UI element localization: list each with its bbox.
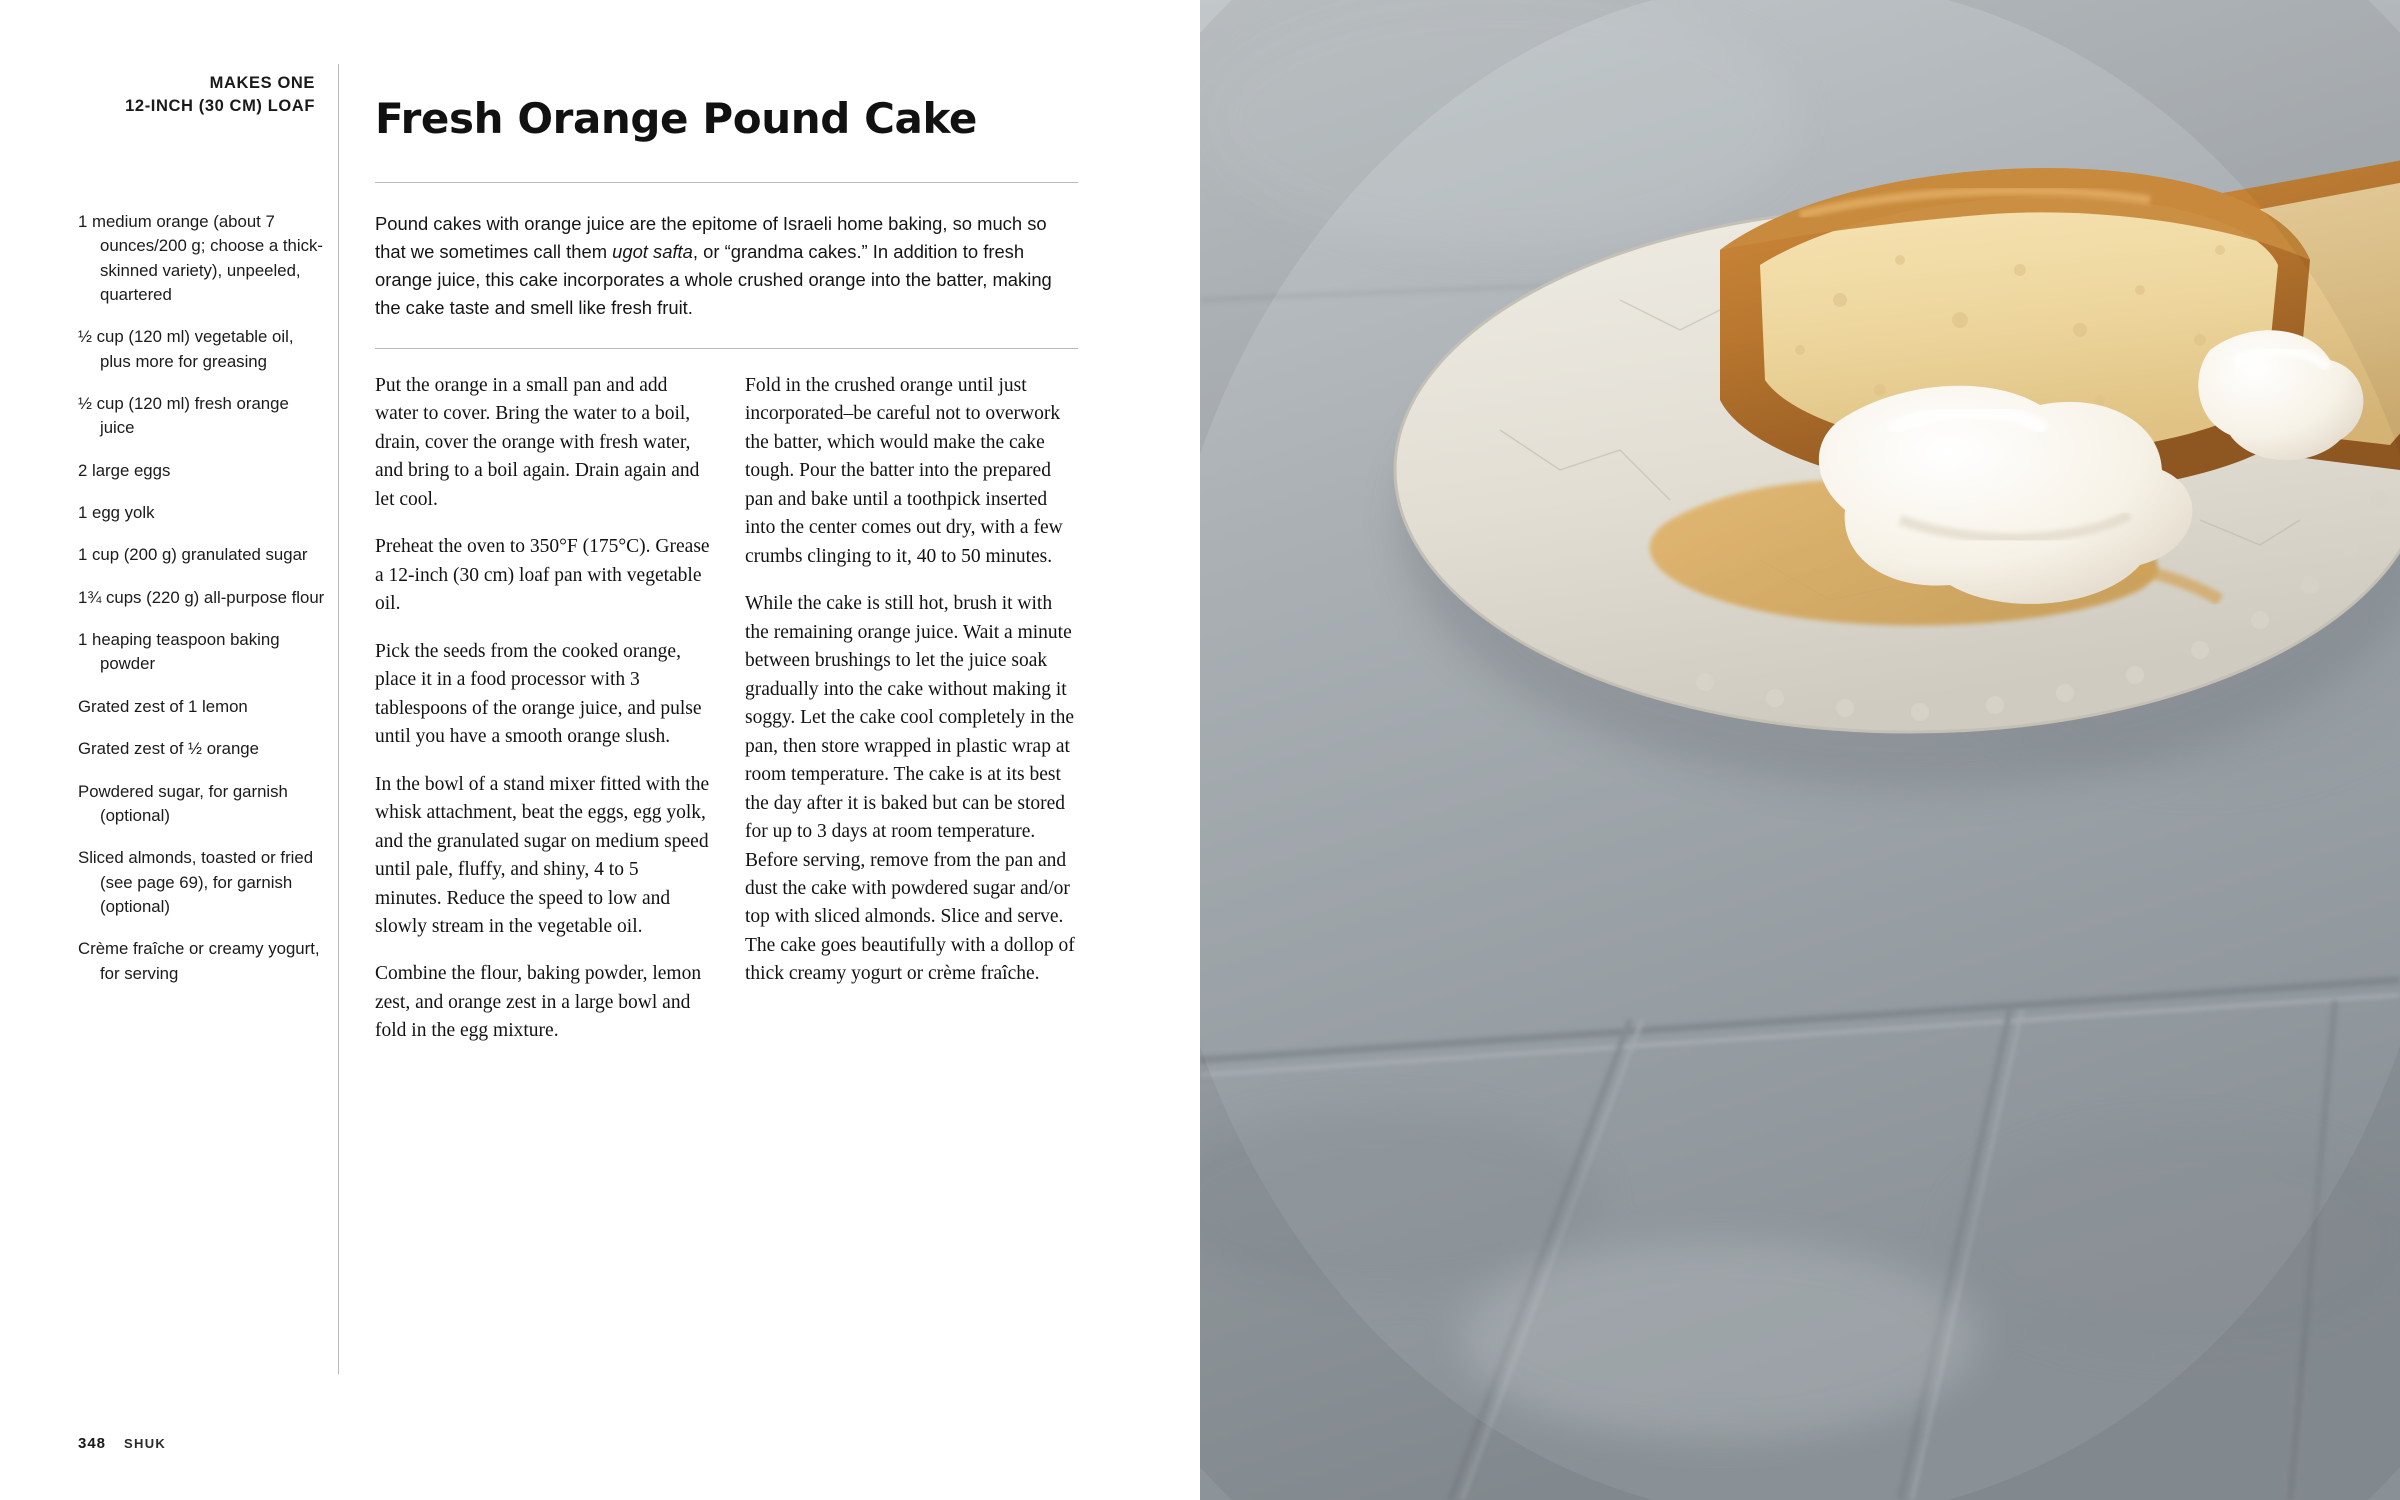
page-title: Fresh Orange Pound Cake — [375, 94, 977, 144]
ingredient-item: 1 cup (200 g) granulated sugar — [78, 545, 308, 565]
method-section — [375, 372, 1080, 1065]
ingredient-item: 1 medium orange (about 7 ounces/200 g; choose a thick-skinned variety), unpeeled, quartered — [78, 212, 323, 305]
ingredients-list — [78, 210, 326, 1004]
ingredient-item: Grated zest of ½ orange — [78, 739, 259, 759]
ingredient-item: Powdered sugar, for garnish (optional) — [78, 781, 288, 825]
ingredient-item: ½ cup (120 ml) fresh orange juice — [78, 394, 289, 438]
vertical-divider — [338, 64, 339, 1374]
ingredient-item: ½ cup (120 ml) vegetable oil, plus more for greasing — [78, 327, 294, 371]
method-step: Pick the seeds from the cooked orange, place it in a food processor with 3 tablespoons of the orange juice, and pulse until you have a smooth orange slush. — [375, 640, 702, 748]
method-step: Preheat the oven to 350°F (175°C). Grease a 12-inch (30 cm) loaf pan with vegetable oil. — [375, 536, 710, 615]
folio — [78, 1435, 166, 1452]
method-column-right — [745, 372, 1080, 1065]
ingredient-item: Grated zest of 1 lemon — [78, 696, 248, 716]
headnote — [375, 210, 1075, 322]
headnote-part-2: , or “grandma cakes.” In addition to fresh orange juice, this cake incorporates a whole crushed orange into the batter, making the cake taste and smell like fresh fruit. — [375, 240, 1052, 318]
ingredient-item: 1 heaping teaspoon baking powder — [78, 630, 280, 674]
ingredients-ul — [78, 210, 326, 986]
method-column-left — [375, 372, 710, 1065]
method-step: In the bowl of a stand mixer fitted with the whisk attachment, beat the eggs, egg yolk, and the granulated sugar on medium speed until pale, fluffy, and shiny, 4 to 5 minutes. Reduce the speed to low and slowly stream in the vegetable oil. — [375, 773, 710, 937]
method-step: Put the orange in a small pan and add water to cover. Bring the water to a boil, drain, cover the orange with fresh water, and bring to a boil again. Drain again and let cool. — [375, 375, 700, 510]
photo-illustration — [1200, 0, 2400, 1500]
folio-page-number: 348 — [78, 1435, 107, 1452]
ingredient-item: Crème fraîche or creamy yogurt, for serving — [78, 939, 320, 983]
method-step: Fold in the crushed orange until just incorporated–be careful not to overwork the batter, which would make the cake tough. Pour the batter into the prepared pan and bake until a toothpick inserted into the center comes out dry, with a few crumbs clinging to it, 40 to 50 minutes. — [745, 375, 1063, 567]
method-step: While the cake is still hot, brush it with the remaining orange juice. Wait a minute between brushings to let the juice soak gradually into the cake without making it soggy. Let the cake cool completely in the pan, then store wrapped in plastic wrap at room temperature. The cake is at its best the day after it is baked but can be stored for up to 3 days at room temperature. Before serving, remove from the pan and dust the cake with powdered sugar and/or top with sliced almonds. Slice and serve. The cake goes beautifully with a dollop of thick creamy yogurt or crème fraîche. — [745, 593, 1075, 985]
headnote-italic-term: ugot safta — [612, 240, 693, 262]
folio-book-title: SHUK — [124, 1436, 167, 1451]
method-step: Combine the flour, baking powder, lemon zest, and orange zest in a large bowl and fold in the egg mixture. — [375, 963, 702, 1042]
yield-label — [75, 72, 315, 119]
divider-below-headnote — [375, 348, 1078, 349]
divider-above-headnote — [375, 182, 1078, 183]
headnote-part-1: Pound cakes with orange juice are the epitome of Israeli home baking, so much so that we sometimes call them — [375, 213, 1047, 262]
ingredient-item: 2 large eggs — [78, 460, 171, 480]
recipe-photograph — [1200, 0, 2400, 1500]
ingredient-item: Sliced almonds, toasted or fried (see page 69), for garnish (optional) — [78, 848, 314, 916]
ingredient-item: 1 egg yolk — [78, 503, 155, 523]
yield-line-1: MAKES ONE — [209, 74, 315, 92]
ingredient-item: 1¾ cups (220 g) all-purpose flour — [78, 587, 325, 607]
yield-line-2: 12-INCH (30 CM) LOAF — [125, 97, 315, 116]
